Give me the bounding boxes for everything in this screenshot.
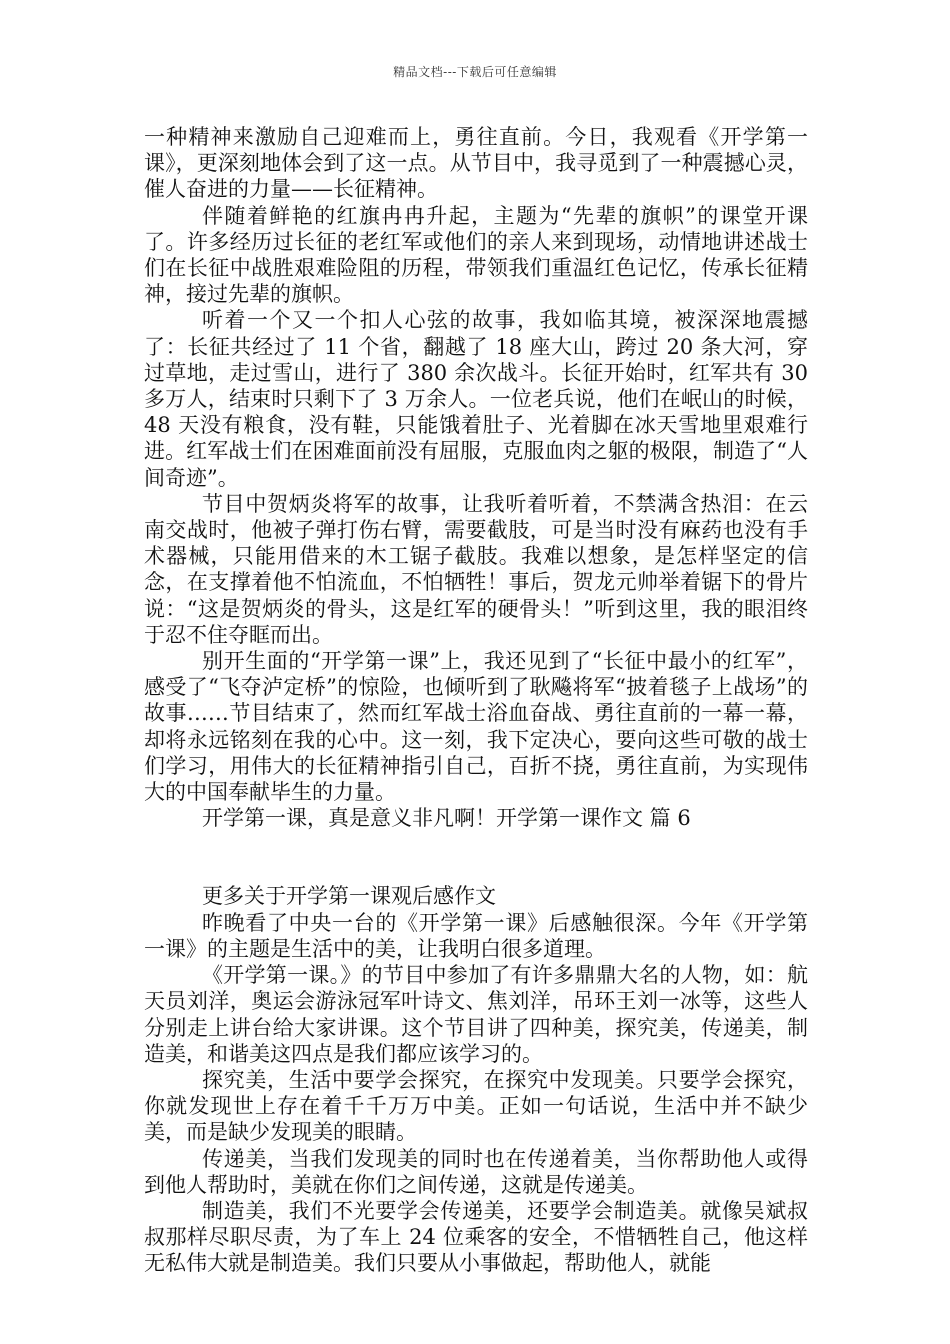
paragraph-7: 昨晚看了中央一台的《开学第一课》后感触很深。今年《开学第一课》的主题是生活中的美，让我明白很多道理。 — [144, 910, 808, 961]
paragraph-1: 一种精神来激励自己迎难而上，勇往直前。今日，我观看《开学第一课》，更深刻地体会到了这一点。从节目中，我寻觅到了一种震撼心灵，催人奋进的力量——长征精神。 — [144, 125, 808, 202]
paragraph-4: 节目中贺炳炎将军的故事，让我听着听着，不禁满含热泪：在云南交战时，他被子弹打伤右臂，需要截肢，可是当时没有麻药也没有手术器械，只能用借来的木工锯子截肢。我难以想象，是怎样坚定的信念，在支撑着他不怕流血，不怕牺牲！事后，贺龙元帅举着锯下的骨片说：“这是贺炳炎的骨头，这是红军的硬骨头！”听到这里，我的眼泪终于忍不住夺眶而出。 — [144, 491, 808, 647]
paragraph-6: 开学第一课，真是意义非凡啊！开学第一课作文 篇 6 — [202, 806, 691, 831]
paragraph-2: 伴随着鲜艳的红旗冉冉升起，主题为“先辈的旗帜”的课堂开课了。许多经历过长征的老红军或他们的亲人来到现场，动情地讲述战士们在长征中战胜艰难险阻的历程，带领我们重温红色记忆，传承长征精神，接过先辈的旗帜。 — [144, 203, 808, 307]
paragraph-8: 《开学第一课。》的节目中参加了有许多鼎鼎大名的人物，如：航天员刘洋，奥运会游泳冠军叶诗文、焦刘洋，吊环王刘一冰等，这些人分别走上讲台给大家讲课。这个节目讲了四种美，探究美，传递美，制造美，和谐美这四点是我们都应该学习的。 — [144, 963, 808, 1066]
paragraph-9: 探究美，生活中要学会探究，在探究中发现美。只要学会探究，你就发现世上存在着千千万万中美。正如一句话说，生活中并不缺少美，而是缺少发现美的眼睛。 — [144, 1067, 808, 1145]
paragraph-11: 制造美，我们不光要学会传递美，还要学会制造美。就像吴斌叔叔那样尽职尽责，为了车上 24 位乘客的安全，不惜牺牲自己，他这样无私伟大就是制造美。我们只要从小事做起，帮助他人，就能 — [144, 1198, 808, 1276]
page-header: 精品文档---下载后可任意编辑 — [393, 65, 557, 79]
paragraph-3: 听着一个又一个扣人心弦的故事，我如临其境，被深深地震撼了：长征共经过了 11 个省，翻越了 18 座大山，跨过 20 条大河，穿过草地，走过雪山，进行了 380 余次战斗。长征开始时，红军共有 30 多万人，结束时只剩下了 3 万余人。一位老兵说，他们在岷山的时候，48 天没有粮食，没有鞋，只能饿着肚子、光着脚在冰天雪地里艰难行进。红军战士们在困难面前没有屈服，克服血肉之躯的极限，制造了“人间奇迹”。 — [144, 308, 808, 490]
paragraph-5: 别开生面的“开学第一课”上，我还见到了“长征中最小的红军”，感受了“飞夺泸定桥”的惊险，也倾听到了耿飚将军“披着毯子上战场”的故事……节目结束了，然而红军战士浴血奋战、勇往直前的一幕一幕，却将永远铭刻在我的心中。这一刻，我下定决心，要向这些可敬的战士们学习，用伟大的长征精神指引自己，百折不挠，勇往直前，为实现伟大的中国奉献毕生的力量。 — [144, 649, 808, 805]
paragraph-10: 传递美，当我们发现美的同时也在传递着美，当你帮助他人或得到他人帮助时，美就在你们之间传递，这就是传递美。 — [144, 1146, 808, 1197]
section-title: 更多关于开学第一课观后感作文 — [202, 884, 496, 909]
section-gap — [144, 831, 808, 883]
document-body — [144, 124, 808, 1277]
